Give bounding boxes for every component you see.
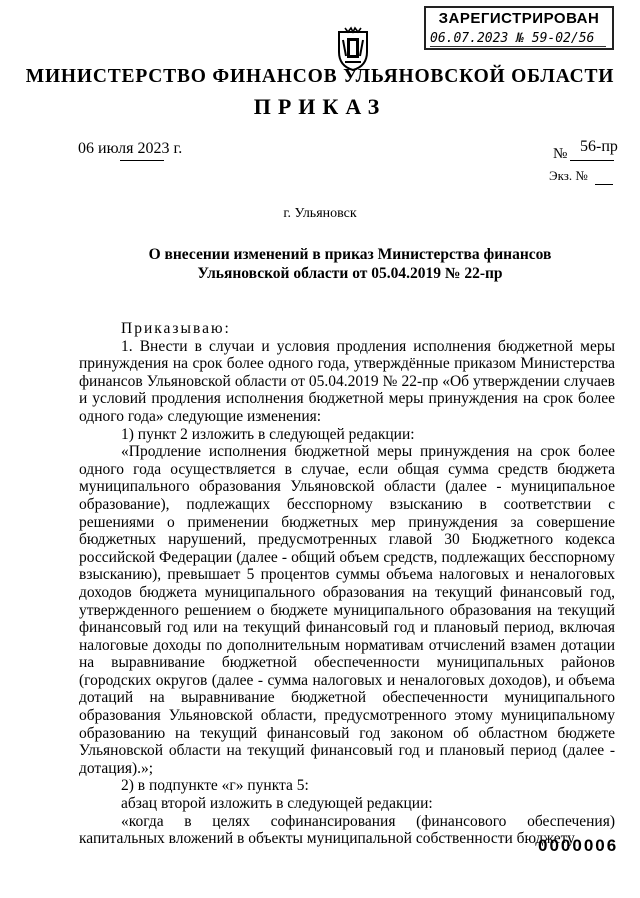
order-word: Приказываю: <box>121 320 231 337</box>
ministry-name: МИНИСТЕРСТВО ФИНАНСОВ УЛЬЯНОВСКОЙ ОБЛАСТИ <box>25 66 615 87</box>
paragraph-4: 2) в подпункте «г» пункта 5: <box>121 777 309 795</box>
paragraph-1: 1. Внести в случаи и условия продления исполнения бюджетной меры принуждения на срок более одного года, утверждённые приказом Министерства финансов Ульяновской области от 05.04.2019 № 22-пр «Об утверждении случаев и условий продления исполнения бюджетной меры принуждения на срок более одного года» следующие изменения: <box>79 337 615 425</box>
order-number-underline <box>570 160 614 161</box>
stamp-title: ЗАРЕГИСТРИРОВАН <box>438 10 600 27</box>
subject-line-2: Ульяновской области от 05.04.2019 № 22-пр <box>197 265 503 282</box>
copy-number-label: Экз. № <box>549 168 588 183</box>
date-underline <box>120 160 164 161</box>
copy-number-blank <box>595 184 613 185</box>
order-number: 56-пр <box>580 138 618 155</box>
paragraph-5: абзац второй изложить в следующей редакции: <box>121 795 433 813</box>
subject-line-1: О внесении изменений в приказ Министерства финансов <box>148 246 552 263</box>
stamp-underline <box>430 46 606 47</box>
order-date: 06 июля 2023 г. <box>78 140 183 157</box>
registration-stamp <box>424 6 614 50</box>
document-body <box>79 320 615 848</box>
document-title: ПРИКАЗ <box>253 94 387 119</box>
order-number-label: № <box>553 146 568 162</box>
paragraph-2: 1) пункт 2 изложить в следующей редакции: <box>121 425 415 443</box>
city: г. Ульяновск <box>283 206 357 221</box>
page-code: 0000006 <box>538 836 619 855</box>
paragraph-3: «Продление исполнения бюджетной меры принуждения на срок более одного года осуществляется в случае, если общая сумма средств бюджета муниципального образования Ульяновской области (далее - муниципальное образование), подлежащих бесспорному взысканию в соответствии с решениями о применении бюджетных мер принуждения за совершение бюджетных нарушений, предусмотренных главой 30 Бюджетного кодекса российской Федерации (далее - общий объем средств, подлежащих бесспорному взысканию), превышает 5 процентов суммы объема налоговых и неналоговых доходов бюджета муниципального образования на текущий финансовый год, утвержденного решением о бюджете муниципального образования на текущий финансовый год или на текущий финансовый год и плановый период, включая налоговые доходы по дополнительным нормативам отчислений взамен дотации на выравнивание бюджетной обеспеченности муниципальных районов (городских округов (далее - сумма налоговых и неналоговых доходов), и объема дотаций на выравнивание бюджетной обеспеченности муниципального образования Ульяновской области, предусмотренного этому муниципальному образованию на текущий финансовый год законом об областном бюджете Ульяновской области на текущий финансовый год и плановый период (далее - дотация).»; <box>79 443 615 777</box>
paragraph-6: «когда в целях софинансирования (финансового обеспечения) капитальных вложений в объекты муниципальной собственности бюджету <box>79 812 615 848</box>
stamp-registration-line: 06.07.2023 № 59-02/56 <box>430 31 595 46</box>
order-subject <box>80 245 620 283</box>
